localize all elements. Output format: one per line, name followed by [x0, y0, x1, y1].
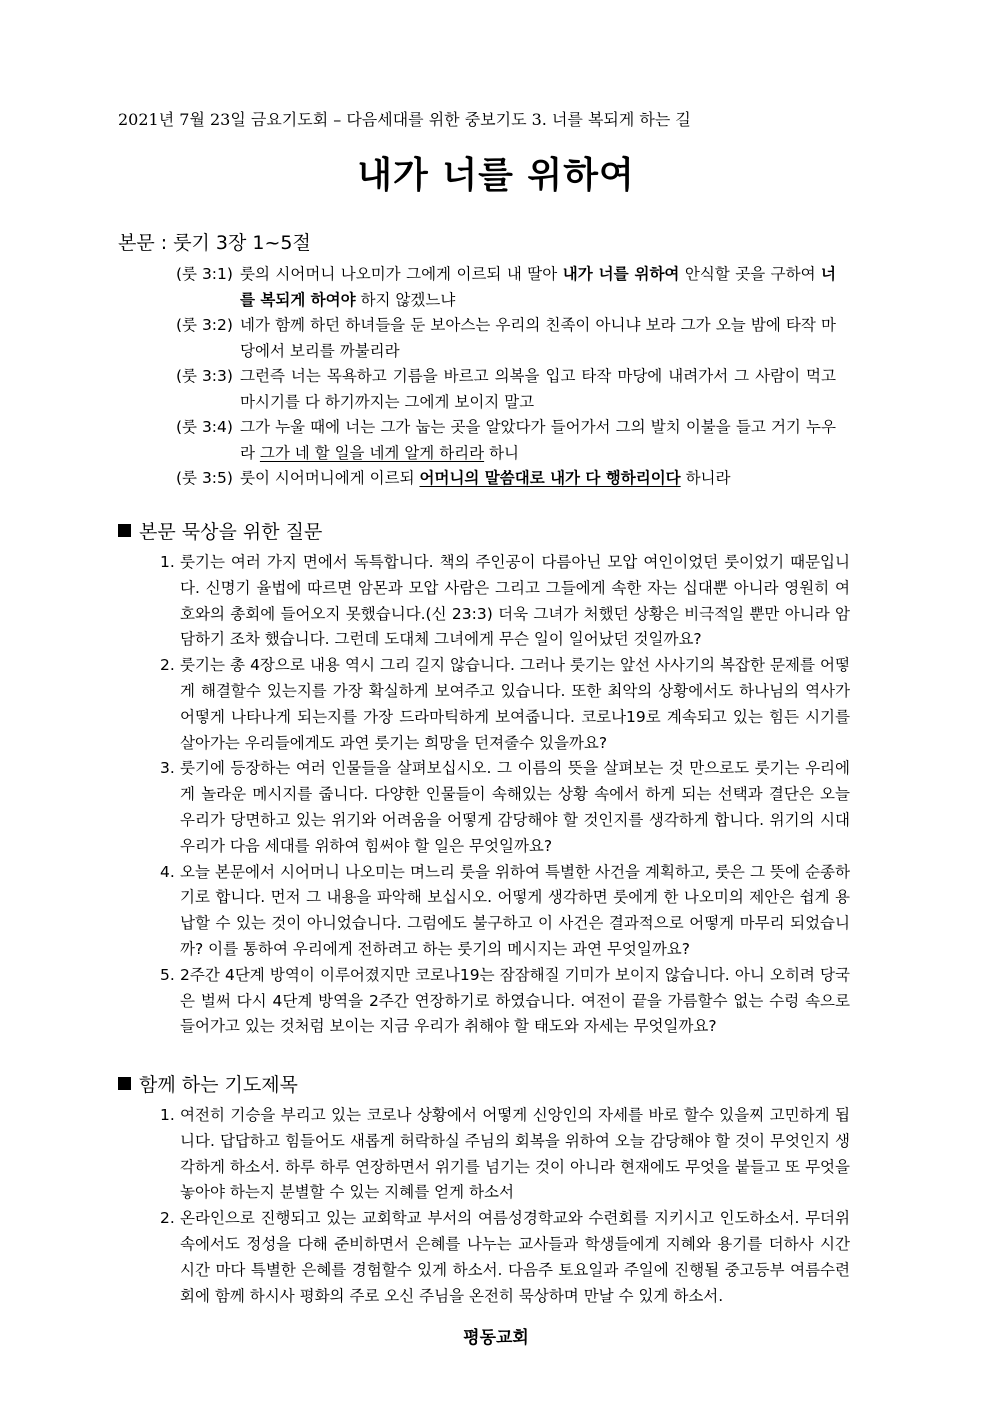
prayer-item [160, 1103, 850, 1206]
verse-text [240, 415, 836, 466]
verse-text [240, 262, 836, 313]
item-number: 4. [160, 862, 175, 881]
verse-3-1 [176, 262, 836, 313]
question-text: 룻기는 여러 가지 면에서 독특합니다. 책의 주인공이 다름아닌 모압 여인이었던 룻이었기 때문입니다. 신명기 율법에 따르면 암몬과 모압 사람은 그리고 그들에게 속한 자는 십대뿐 아니라 영원히 여호와의 총회에 들어오지 못했습니다.(신 23:3) 더욱 그녀가 처했던 상황은 비극적일 뿐만 아니라 암담하기 조차 했습니다. 그런데 도대체 그녀에게 무슨 일이 일어났던 것일까요? [180, 553, 850, 649]
question-text: 오늘 본문에서 시어머니 나오미는 며느리 룻을 위하여 특별한 사건을 계획하고, 룻은 그 뜻에 순종하기로 합니다. 먼저 그 내용을 파악해 보십시오. 어떻게 생각하면 룻에게 한 나오미의 제안은 쉽게 용납할 수 있는 것이 아니었습니다. 그럼에도 불구하고 이 사건은 결과적으로 어떻게 마무리 되었습니까? 이를 통하여 우리에게 전하려고 하는 룻기의 메시지는 과연 무엇일까요? [180, 862, 850, 958]
item-number: 1. [160, 1106, 175, 1124]
square-bullet-icon [118, 1077, 131, 1090]
verse-ref: (룻 3:1) [176, 265, 233, 283]
verse-text-part: 그가 누울 때에 너는 그가 눕는 곳을 알았다가 들어가서 그의 발치 이불을 들고 거기 누우라 [240, 418, 836, 462]
verse-text-part: 안식할 곳을 구하여 [679, 265, 822, 283]
questions-heading-text: 본문 묵상을 위한 질문 [139, 521, 323, 543]
verse-list [176, 262, 836, 492]
verse-ref: (룻 3:5) [176, 469, 233, 487]
verse-emphasis: 너를 복되게 하여야 [240, 265, 836, 309]
church-name-footer: 평동교회 [463, 1328, 529, 1348]
prayer-list [160, 1103, 850, 1309]
questions-heading [118, 519, 322, 545]
verse-text-part: 그런즉 너는 목욕하고 기름을 바르고 의복을 입고 타작 마당에 내려가서 그 사람이 먹고 마시기를 다 하기까지는 그에게 보이지 말고 [240, 367, 836, 411]
question-text: 2주간 4단계 방역이 이루어졌지만 코로나19는 잠잠해질 기미가 보이지 않습니다. 아니 오히려 당국은 벌써 다시 4단계 방역을 2주간 연장하기로 하였습니다. 여전이 끝을 가름할수 없는 수렁 속으로 들어가고 있는 것처럼 보이는 지금 우리가 취해야 할 태도와 자세는 무엇일까요? [180, 965, 851, 1036]
verse-3-2 [176, 313, 836, 364]
document-header: 2021년 7월 23일 금요기도회 – 다음세대를 위한 중보기도 3. 너를 복되게 하는 길 [118, 110, 691, 129]
question-text: 룻기에 등장하는 여러 인물들을 살펴보십시오. 그 이름의 뜻을 살펴보는 것 만으로도 룻기는 우리에게 놀라운 메시지를 줍니다. 다양한 인물들이 속해있는 상황 속에서 하게 되는 선택과 결단은 오늘 우리가 당면하고 있는 위기와 어려움을 어떻게 감당해야 할 것인지를 생각하게 합니다. 위기의 시대 우리가 다음 세대를 위하여 힘써야 할 일은 무엇일까요? [180, 759, 850, 855]
verse-text-part: 하니라 [680, 469, 731, 487]
item-number: 5. [160, 965, 175, 984]
document-title: 내가 너를 위하여 [357, 155, 635, 196]
verse-underline: 그가 네 할 일을 네게 알게 하리라 [259, 443, 485, 462]
verse-text-part: 룻의 시어머니 나오미가 그에게 이르되 내 딸아 [240, 265, 563, 283]
verse-emphasis: 어머니의 말씀대로 내가 다 행하리이다 [419, 469, 681, 487]
question-item [160, 756, 850, 859]
verse-text [240, 313, 836, 364]
item-number: 2. [160, 656, 175, 675]
verse-text-part: 하니 [484, 443, 519, 462]
verse-emphasis: 내가 너를 위하여 [562, 265, 680, 283]
passage-label: 본문 : 룻기 3장 1~5절 [118, 232, 311, 254]
verse-3-4 [176, 415, 836, 466]
prayer-item [160, 1206, 850, 1309]
square-bullet-icon [118, 524, 131, 537]
verse-ref: (룻 3:4) [176, 418, 233, 436]
question-item [160, 860, 850, 963]
question-item [160, 550, 850, 653]
question-item [160, 963, 850, 1040]
verse-text-part: 하지 않겠느냐 [355, 290, 456, 309]
verse-ref: (룻 3:3) [176, 367, 233, 385]
item-number: 1. [160, 553, 175, 571]
item-number: 3. [160, 759, 175, 778]
prayers-heading [118, 1072, 298, 1098]
question-item [160, 653, 850, 756]
prayers-heading-text: 함께 하는 기도제목 [139, 1074, 298, 1096]
prayer-text: 온라인으로 진행되고 있는 교회학교 부서의 여름성경학교와 수련회를 지키시고 인도하소서. 무더위 속에서도 정성을 다해 준비하면서 은혜를 나누는 교사들과 학생들에게 지혜와 용기를 더하사 시간 시간 마다 특별한 은혜를 경험할수 있게 하소서. 다음주 토요일과 주일에 진행될 중고등부 여름수련회에 함께 하시사 평화의 주로 오신 주님을 온전히 묵상하며 만날 수 있게 하소서. [180, 1209, 850, 1305]
verse-3-3 [176, 364, 836, 415]
question-list [160, 550, 850, 1040]
verse-ref: (룻 3:2) [176, 316, 233, 334]
item-number: 2. [160, 1209, 175, 1228]
verse-text-part: 네가 함께 하던 하녀들을 둔 보아스는 우리의 친족이 아니냐 보라 그가 오늘 밤에 타작 마당에서 보리를 까불리라 [240, 316, 836, 360]
verse-text [240, 364, 836, 415]
question-text: 룻기는 총 4장으로 내용 역시 그리 길지 않습니다. 그러나 룻기는 앞선 사사기의 복잡한 문제를 어떻게 해결할수 있는지를 가장 확실하게 보여주고 있습니다. 또한 최악의 상황에서도 하나님의 역사가 어떻게 나타나게 되는지를 가장 드라마틱하게 보여줍니다. 코로나19로 계속되고 있는 힘든 시기를 살아가는 우리들에게도 과연 룻기는 희망을 던져줄수 있을까요? [180, 656, 850, 752]
verse-text [240, 466, 836, 492]
verse-3-5 [176, 466, 836, 492]
verse-text-part: 룻이 시어머니에게 이르되 [240, 469, 420, 487]
prayer-text: 여전히 기승을 부리고 있는 코로나 상황에서 어떻게 신앙인의 자세를 바로 할수 있을찌 고민하게 됩니다. 답답하고 힘들어도 새롭게 허락하실 주님의 회복을 위하여 오늘 감당해야 할 것이 무엇인지 생각하게 하소서. 하루 하루 연장하면서 위기를 넘기는 것이 아니라 현재에도 무엇을 붙들고 또 무엇을 놓아야 하는지 분별할 수 있는 지혜를 얻게 하소서 [180, 1106, 850, 1202]
